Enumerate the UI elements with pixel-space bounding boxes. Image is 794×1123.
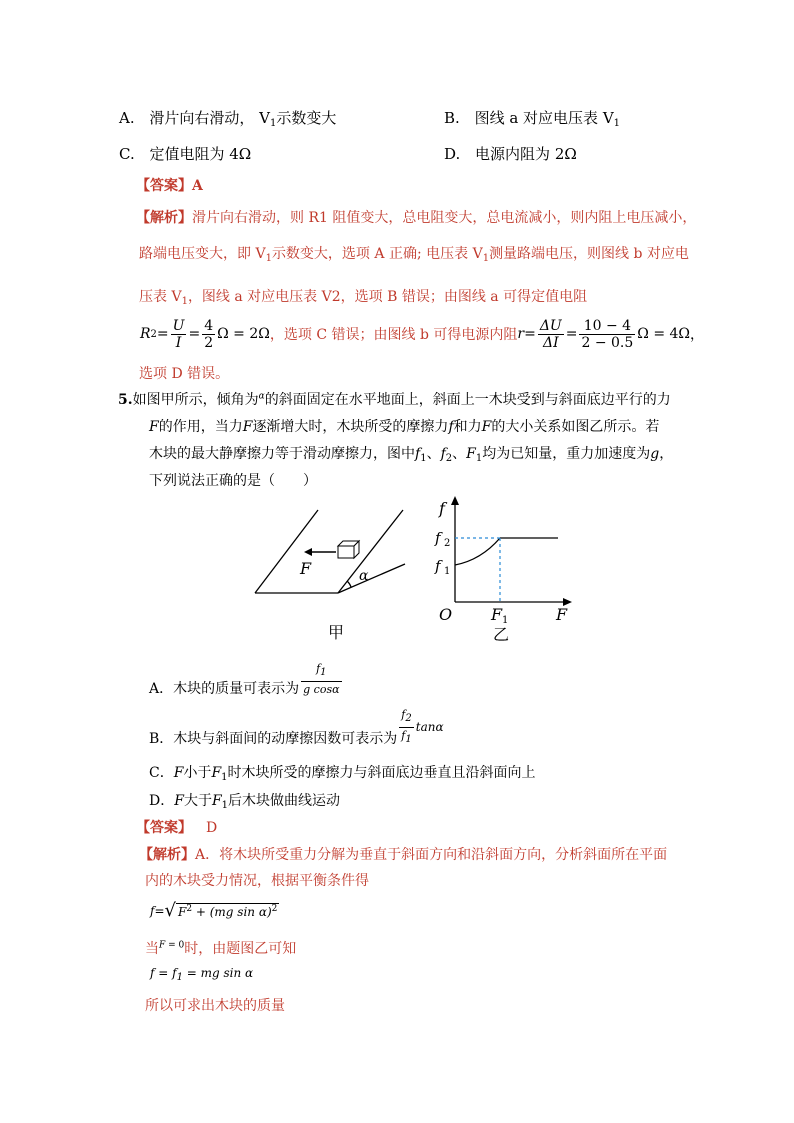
q4-formula-num: 10 − 4 [579,318,635,335]
q4-analysis-sub3: 1 [181,296,188,307]
incline-alpha-label: α [359,568,369,584]
q5-stem-line4: 下列说法正确的是（ ） [149,473,317,489]
q5-stem-alpha: α [258,391,265,402]
q4-analysis-label: 【解析】 [136,210,192,226]
q4-formula-r: r [517,326,525,342]
q5-stem2a: F [149,419,159,435]
q5-stem-line2 [149,416,659,436]
q4-analysis-text2a: 路端电压变大，即 V [139,246,266,262]
force-arrow-head [304,548,312,556]
q5-eq1-radicand [176,903,279,919]
q4-analysis-line2 [139,243,689,264]
q5-eq1-sup2: 2 [271,903,278,914]
q5-option-b-num-sub: 2 [405,713,412,724]
q5-option-a-frac [301,661,341,698]
q4-option-d-text: 电源内阻为 2Ω [475,145,577,163]
q5-stem1b: 的斜面固定在水平地面上，斜面上一木块受到与斜面底边平行的力 [264,392,671,408]
q5-option-d-text: 后木块做曲线运动 [228,793,341,809]
q4-formula-line [140,314,704,354]
q4-answer-value: A [192,178,203,194]
q5-option-a-num: f [316,662,321,675]
graph-f2-label: f [435,529,441,547]
q4-formula-eq2: = [188,326,201,342]
graph-F-axis-label: F [556,605,568,624]
q5-an3-F: F [159,940,166,951]
q4-formula-frac-42 [202,318,215,351]
figure-jia-caption: 甲 [328,623,345,642]
q5-option-a-num-sub: 1 [320,667,327,678]
q4-option-a-letter: A. [119,109,135,127]
q5-option-c-text: 时木块所受的摩擦力与斜面底边垂直且沿斜面向上 [227,765,536,781]
q4-option-a [119,107,336,129]
q4-formula-tail2: Ω = 4Ω [637,326,691,342]
q5-eq1-F: F [178,904,187,919]
q5-stem3-f2: f [440,446,446,462]
q5-answer [136,817,217,837]
q4-option-b-text: 图线 a 对应电压表 V [474,109,614,127]
q5-option-b-text: B．木块与斜面间的动摩擦因数可表示为 [149,731,398,747]
block-shape [338,541,359,558]
q5-stem2e: f [448,419,454,435]
figure-f-F-graph [425,490,585,650]
q5-an3a: 当 [145,941,159,957]
q4-analysis-line1 [136,207,696,227]
q5-option-c-F1: F [211,765,222,781]
graph-curve [455,538,500,565]
q5-stem3-end: ， [659,446,674,462]
q4-option-b-sub: 1 [613,118,621,129]
graph-y-arrow [451,496,459,505]
q5-stem-line1 [118,389,671,409]
q4-option-b [444,107,620,129]
q4-analysis-text3b: ，图线 a 对应电压表 V2，选项 B 错误；由图线 a 可得定值电阻 [187,289,588,305]
q4-option-c-text: 定值电阻为 4Ω [149,145,252,163]
q5-analysis-line1 [139,844,667,864]
figure-incline [250,500,420,645]
q4-analysis-sub2b: 1 [482,253,490,264]
q4-formula-frac-UI [171,318,187,351]
q5-eq2: f = f [150,966,177,980]
q4-formula-tail1: Ω = 2Ω [217,326,270,342]
graph-f2-sub: 2 [444,538,451,549]
q5-eq2-tail: = mg sin α [182,966,254,980]
q4-option-a-sub: 1 [270,118,277,129]
q5-answer-label: 【答案】 [136,820,192,836]
q5-an3b: 时，由题图乙可知 [184,941,297,957]
q5-eq2-sub: 1 [176,972,183,983]
q5-eq1-lhs: f [150,903,155,918]
incline-ground-line [338,564,405,593]
graph-f1-label: f [435,557,441,575]
q5-stem3-sep2: 、 [452,446,467,462]
q4-formula-den: 2 − 0.5 [581,334,634,351]
q4-formula-eq1: = [156,326,169,342]
q5-analysis-line4: 所以可求出木块的质量 [145,998,285,1014]
q5-option-d-letter: D． [149,793,175,809]
q5-option-c [149,762,536,783]
q4-option-a-tail: 示数变大 [276,109,337,127]
q4-formula-R: R [140,326,151,342]
q5-equation-f1 [150,966,253,983]
q4-answer-label: 【答案】 [136,178,192,194]
q4-option-c [119,143,251,164]
q4-answer [136,175,203,195]
q5-stem2d: 逐渐增大时，木块所受的摩擦力 [252,419,449,435]
q4-option-a-text: 滑片向右滑动， V [149,109,270,127]
q5-option-c-F1-sub: 1 [221,772,228,783]
q5-option-a-den: g cosα [303,683,340,696]
q4-formula-eq3: = [524,326,536,342]
q5-equation-sqrt [150,900,279,921]
graph-f-axis-label: f [439,499,445,518]
q5-stem2f: 和力 [453,419,482,435]
q5-stem2g: F [481,419,492,435]
q5-option-a [149,662,344,698]
q5-option-d-F: F [174,793,184,809]
q5-stem3-F1: F [466,446,476,462]
q5-stem2c: F [242,419,253,435]
q5-stem3: 木块的最大静摩擦力等于滑动摩擦力，图中 [149,446,415,462]
q5-option-c-letter: C． [149,765,174,781]
q5-option-b-tail: tanα [415,720,444,734]
graph-F1-label: F [491,605,503,624]
q5-option-d-b: 大于 [183,793,212,809]
q5-option-c-F: F [173,765,184,781]
q5-stem-line3 [149,443,673,464]
q4-option-c-letter: C. [119,145,135,163]
sqrt-symbol: √ [164,900,176,921]
q5-option-b-den: f [401,729,406,742]
q4-analysis-text2c: 测量路端电压，则图线 b 对应电 [489,246,689,262]
q5-stem3-tail: 均为已知量，重力加速度为 [482,446,651,462]
q4-formula-mid: ，选项 C 错误；由图线 b 可得电源内阻 [269,327,518,343]
q5-option-b-den-sub: 1 [405,734,412,745]
q5-stem2h: 的大小关系如图乙所示。若 [491,419,660,435]
q4-formula-2: 2 [204,334,214,351]
q4-formula-comma: ， [690,327,705,343]
q4-formula-eq4: = [565,326,578,342]
q4-formula-frac-dUdI [538,318,564,351]
q4-analysis-sub2a: 1 [265,253,272,264]
q4-analysis-text2b: 示数变大，选项 A 正确; 电压表 V [271,246,483,262]
q5-option-a-text: A．木块的质量可表示为 [149,681,300,697]
q5-eq1-F-sup: 2 [186,903,193,914]
q4-formula-dU: ΔU [539,317,562,334]
q5-eq1-mid: = [154,903,165,918]
graph-f1-sub: 1 [444,566,451,577]
incline-F-label: F [300,559,312,578]
q4-formula-U: U [172,317,185,334]
q4-option-b-letter: B. [444,109,460,127]
q5-option-b-frac [399,707,413,748]
q5-analysis-text1: A．将木块所受重力分解为垂直于斜面方向和沿斜面方向，分析斜面所在平面 [195,847,668,863]
q5-option-c-b: 小于 [183,765,212,781]
q4-formula-dI: ΔI [542,334,559,351]
incline-angle-arc [347,581,351,587]
q5-number: 5. [118,392,133,408]
q5-analysis-label: 【解析】 [139,847,195,863]
q5-stem3-f1: f [415,446,421,462]
q5-stem3-F1-sub: 1 [475,453,483,464]
q5-stem3-sep1: 、 [426,446,441,462]
figure-yi-caption: 乙 [493,625,510,644]
q5-stem2b: 的作用，当力 [158,419,243,435]
graph-origin-label: O [439,605,453,624]
q5-stem3-f1-sub: 1 [420,453,427,464]
graph-F1-sub: 1 [502,615,509,626]
q4-option-d-letter: D. [444,145,461,163]
q4-analysis-line5: 选项 D 错误。 [139,366,230,382]
q4-formula-R-sub: 2 [150,328,157,340]
q5-option-b [149,708,444,748]
q5-option-d-F1-sub: 1 [221,800,229,811]
q5-option-d-F1: F [211,793,222,809]
q5-stem3-f2-sub: 2 [445,453,453,464]
q4-analysis-text1: 滑片向右滑动，则 R1 阻值变大，总电阻变大，总电流减小，则内阻上电压减小， [192,210,697,226]
q4-formula-4: 4 [204,317,214,334]
q5-stem1: 如图甲所示，倾角为 [132,392,259,408]
q4-formula-I: I [175,334,182,351]
q4-formula-frac-nums [579,318,635,351]
q4-option-d [444,143,577,164]
q5-answer-value: D [206,820,218,836]
q5-option-b-num: f [401,708,406,721]
q4-analysis-text3a: 压表 V [139,289,182,305]
q5-an3-eq: = 0 [165,940,185,951]
q5-analysis-line3 [145,938,296,958]
q5-eq1-plus: + (mg sin α) [192,904,272,919]
q5-analysis-line2: 内的木块受力情况，根据平衡条件得 [145,873,369,889]
q5-stem3-g: g [650,446,660,462]
q5-option-d [149,790,340,811]
q4-analysis-line3 [139,286,587,307]
